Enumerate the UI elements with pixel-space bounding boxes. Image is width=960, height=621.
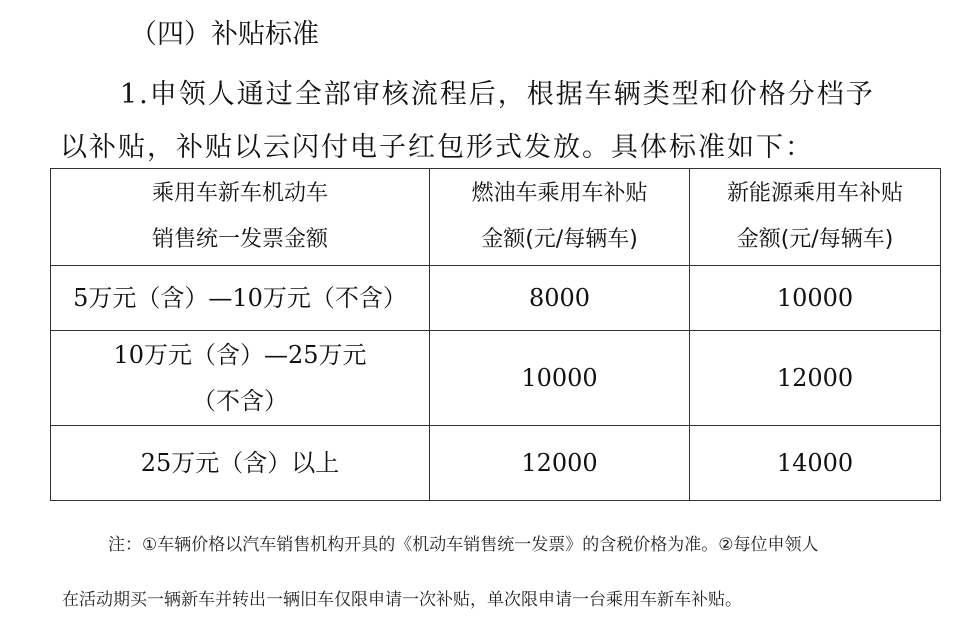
paragraph-line-2: 以补贴，补贴以云闪付电子红包形式发放。具体标准如下：: [60, 132, 814, 163]
header-text: 金额(元/每辆车): [736, 227, 894, 252]
header-nev-subsidy: [690, 169, 941, 266]
fuel-subsidy: 12000: [430, 426, 690, 501]
table-row: [51, 426, 941, 501]
nev-subsidy: 10000: [690, 266, 941, 331]
price-range: [51, 331, 430, 426]
paragraph-line-1: 1.申领人通过全部审核流程后，根据车辆类型和价格分档予: [120, 79, 875, 110]
section-heading: （四）补贴标准: [130, 19, 319, 50]
note-line-2: 在活动期买一辆新车并转出一辆旧车仅限申请一次补贴，单次限申请一台乘用车新车补贴。: [62, 590, 742, 610]
header-text: 金额(元/每辆车): [481, 227, 638, 252]
nev-subsidy: 14000: [690, 426, 941, 501]
price-range: 25万元（含）以上: [51, 426, 430, 501]
header-text: 新能源乘用车补贴: [726, 181, 903, 206]
subsidy-table: [50, 168, 941, 501]
header-text: 燃油车乘用车补贴: [471, 181, 648, 206]
header-fuel-subsidy: [430, 169, 690, 266]
table-row: [51, 331, 941, 426]
range-line: （不含）: [192, 387, 288, 415]
fuel-subsidy: 10000: [430, 331, 690, 426]
table-header-row: [51, 169, 941, 266]
range-line: 10万元（含）—25万元: [113, 341, 367, 369]
table-row: [51, 266, 941, 331]
header-text: 乘用车新车机动车: [151, 181, 328, 206]
note-line-1: 注：①车辆价格以汽车销售机构开具的《机动车销售统一发票》的含税价格为准。②每位申领人: [108, 535, 819, 555]
header-text: 销售统一发票金额: [151, 227, 328, 252]
price-range: 5万元（含）—10万元（不含）: [51, 266, 430, 331]
nev-subsidy: 12000: [690, 331, 941, 426]
fuel-subsidy: 8000: [430, 266, 690, 331]
header-invoice-amount: [51, 169, 430, 266]
